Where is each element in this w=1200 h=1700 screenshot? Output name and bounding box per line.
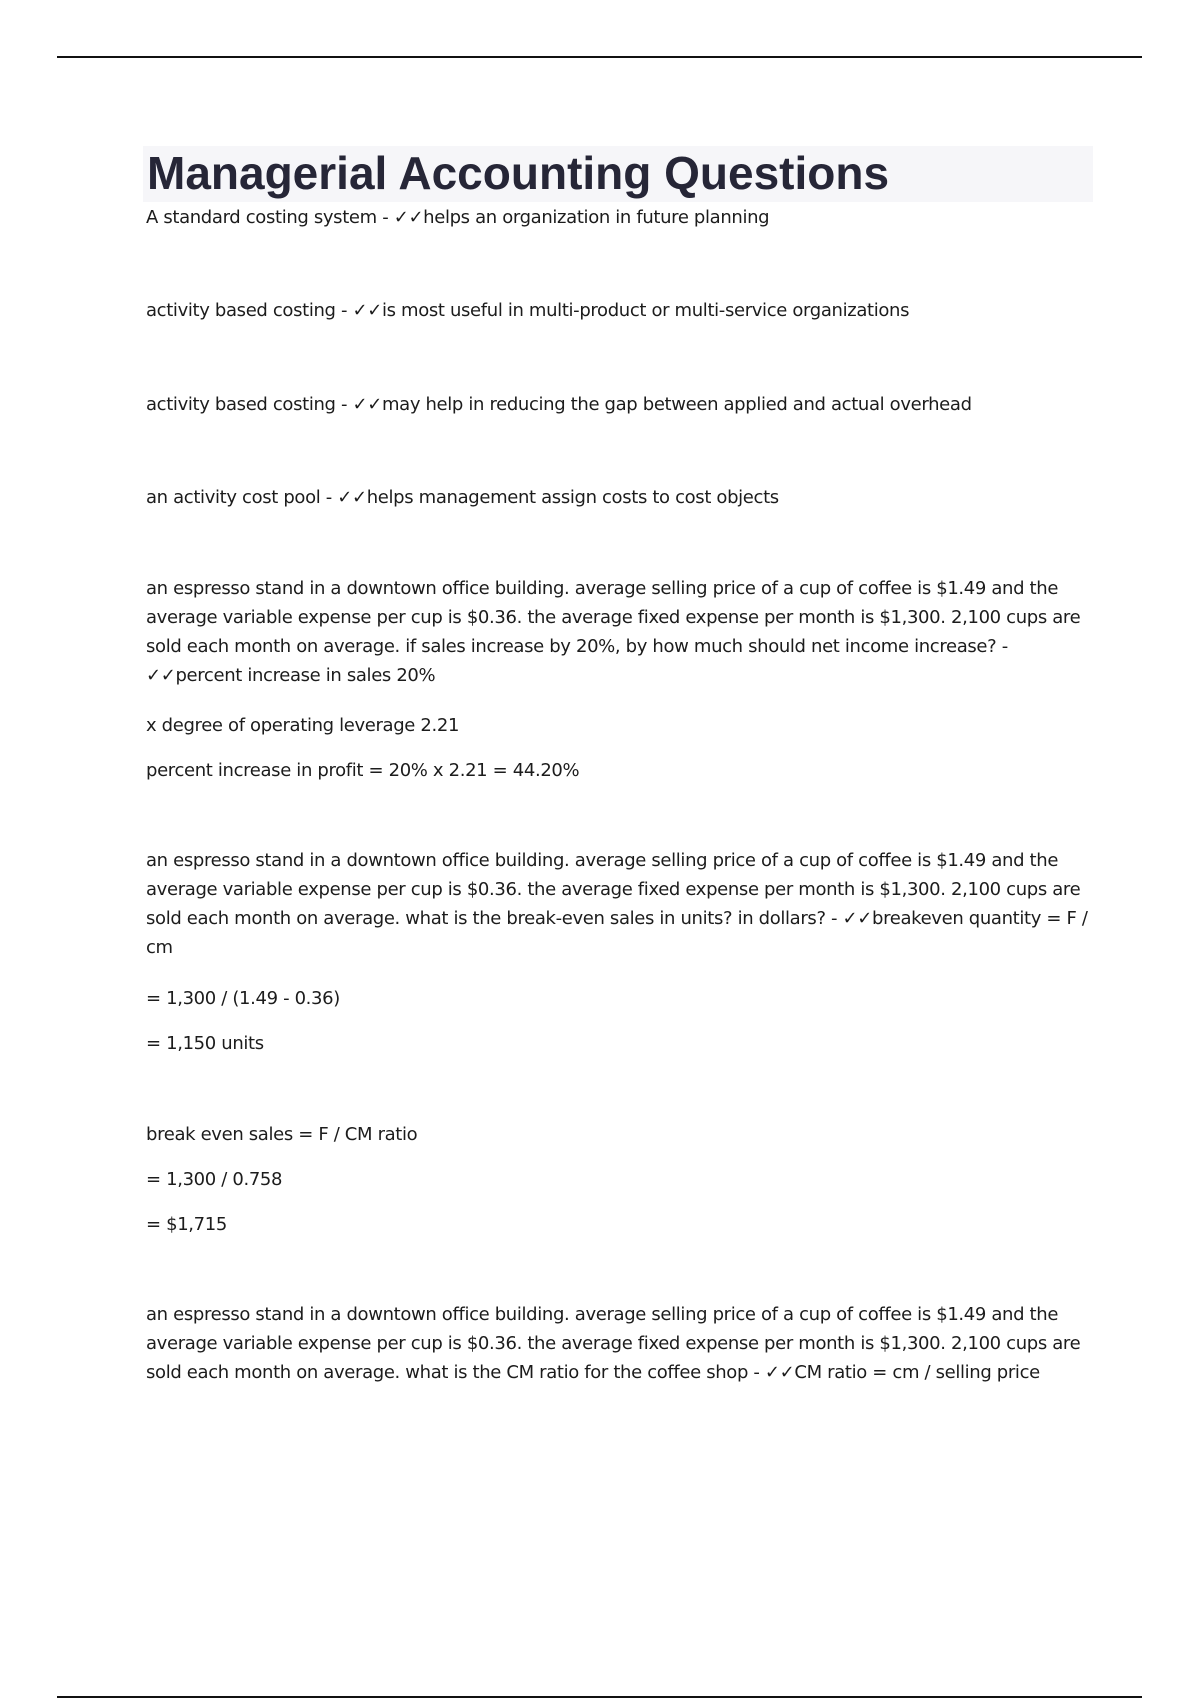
answer-line-profit: percent increase in profit = 20% x 2.21 = 44.20%: [146, 760, 580, 781]
page-title: Managerial Accounting Questions: [147, 147, 890, 199]
footer-rule: [57, 1696, 1142, 1698]
answer-line-breakeven-formula: = 1,300 / (1.49 - 0.36): [146, 988, 340, 1009]
answer-line-breakeven-units: = 1,150 units: [146, 1033, 264, 1054]
qa-espresso-cm-ratio: an espresso stand in a downtown office building. average selling price of a cup of coffee is $1.49 and the average variable expense per cup is $0.36. the average fixed expense per month is $1,300. 2,100 cups are sold each month on average. what is the CM ratio for the coffee shop - ✓✓CM ratio = cm / selling price: [146, 1304, 1081, 1383]
qa-standard-costing: A standard costing system - ✓✓helps an organization in future planning: [146, 207, 770, 228]
qa-espresso-net-income: an espresso stand in a downtown office building. average selling price of a cup of coffee is $1.49 and the average variable expense per cup is $0.36. the average fixed expense per month is $1,300. 2,100 cups are sold each month on average. if sales increase by 20%, by how much should net income increase? - ✓✓percent increase in sales 20%: [146, 578, 1081, 686]
header-rule: [57, 56, 1142, 58]
qa-espresso-breakeven: an espresso stand in a downtown office building. average selling price of a cup of coffee is $1.49 and the average variable expense per cup is $0.36. the average fixed expense per month is $1,300. 2,100 cups are sold each month on average. what is the break-even sales in units? in dollars? - ✓✓breakeven quantity = F / cm: [146, 850, 1088, 958]
qa-abc-multiproduct: activity based costing - ✓✓is most useful in multi-product or multi-service organizations: [146, 300, 910, 321]
qa-activity-cost-pool: an activity cost pool - ✓✓helps management assign costs to cost objects: [146, 487, 779, 508]
answer-line-breakeven-dollars: = $1,715: [146, 1214, 227, 1235]
answer-line-breakeven-sales: break even sales = F / CM ratio: [146, 1124, 418, 1145]
answer-line-cm-ratio-calc: = 1,300 / 0.758: [146, 1169, 283, 1190]
qa-abc-overhead: activity based costing - ✓✓may help in reducing the gap between applied and actual overhead: [146, 394, 972, 415]
answer-line-leverage: x degree of operating leverage 2.21: [146, 715, 460, 736]
